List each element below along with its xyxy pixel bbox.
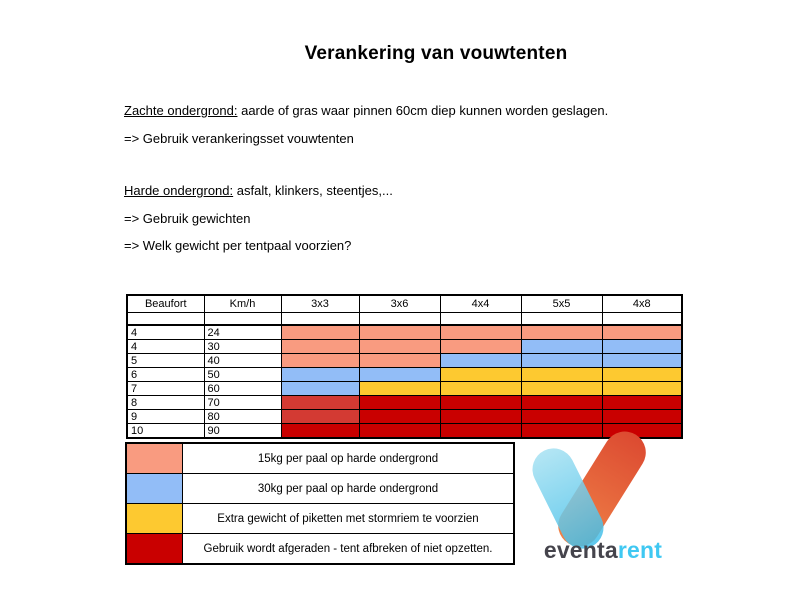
soft-ground-heading: Zachte ondergrond: [124,103,238,118]
wind-table-body [127,325,682,438]
table-color-cell-salmon [281,325,359,340]
table-color-cell-yellow [440,382,521,396]
table-color-cell-red [602,410,682,424]
table-color-cell-salmon [440,340,521,354]
table-cell: 80 [204,410,281,424]
table-color-cell-red [440,410,521,424]
legend-text: Extra gewicht of piketten met stormriem te voorzien [183,504,515,534]
table-cell: 8 [127,396,204,410]
table-cell: 6 [127,368,204,382]
table-color-cell-salmon [281,340,359,354]
legend-row [126,443,514,474]
table-empty-cell [440,313,521,326]
soft-ground-bullet: => Gebruik verankeringsset vouwtenten [124,131,354,146]
table-empty-cell [359,313,440,326]
logo-check-icon [533,437,673,537]
table-row [127,325,682,340]
hard-ground-heading: Harde ondergrond: [124,183,234,198]
table-color-cell-light_red [281,410,359,424]
logo-wordmark [533,537,673,564]
legend-text: 15kg per paal op harde ondergrond [183,443,515,474]
table-color-cell-red [440,424,521,439]
legend-row [126,504,514,534]
soft-ground-line [124,103,608,119]
legend-row [126,534,514,565]
table-cell: 70 [204,396,281,410]
hard-ground-bullet-2: => Welk gewicht per tentpaal voorzien? [124,238,352,253]
table-color-cell-red [521,424,602,439]
table-color-cell-light_red [281,396,359,410]
legend-row [126,474,514,504]
table-row [127,396,682,410]
table-header-cell: 4x4 [440,295,521,313]
table-cell: 90 [204,424,281,439]
table-row [127,424,682,439]
table-row [127,340,682,354]
table-row [127,354,682,368]
table-color-cell-blue [281,382,359,396]
table-row [127,382,682,396]
table-header-cell: 5x5 [521,295,602,313]
page-title: Verankering van vouwtenten [304,43,568,64]
table-cell: 10 [127,424,204,439]
legend-swatch [126,474,183,504]
table-color-cell-red [440,396,521,410]
table-color-cell-yellow [602,368,682,382]
table-row [127,368,682,382]
table-cell: 60 [204,382,281,396]
table-cell: 30 [204,340,281,354]
table-color-cell-blue [602,354,682,368]
legend-text: 30kg per paal op harde ondergrond [183,474,515,504]
table-empty-cell [602,313,682,326]
table-cell: 4 [127,340,204,354]
table-cell: 4 [127,325,204,340]
table-color-cell-salmon [281,354,359,368]
table-empty-cell [281,313,359,326]
table-color-cell-yellow [359,382,440,396]
table-color-cell-yellow [521,382,602,396]
table-header-cell: 3x3 [281,295,359,313]
table-empty-cell [521,313,602,326]
logo [533,437,673,587]
table-header-cell: 3x6 [359,295,440,313]
table-cell: 24 [204,325,281,340]
table-color-cell-blue [359,368,440,382]
table-color-cell-yellow [521,368,602,382]
table-color-cell-salmon [521,325,602,340]
legend-table [125,442,515,565]
logo-wordmark-accent: rent [617,537,663,563]
table-cell: 5 [127,354,204,368]
table-color-cell-red [521,396,602,410]
table-cell: 40 [204,354,281,368]
table-color-cell-red [359,424,440,439]
table-color-cell-blue [521,340,602,354]
table-color-cell-salmon [359,354,440,368]
wind-table-empty-row [127,313,682,326]
wind-table [126,294,683,439]
table-header-cell: 4x8 [602,295,682,313]
table-cell: 50 [204,368,281,382]
table-color-cell-red [602,396,682,410]
legend-swatch [126,504,183,534]
table-color-cell-salmon [359,325,440,340]
table-color-cell-salmon [602,325,682,340]
table-color-cell-yellow [602,382,682,396]
legend-swatch [126,443,183,474]
hard-ground-line [124,183,393,199]
table-empty-cell [127,313,204,326]
table-empty-cell [204,313,281,326]
table-color-cell-blue [521,354,602,368]
table-color-cell-blue [281,368,359,382]
table-color-cell-red [359,396,440,410]
legend-swatch [126,534,183,565]
table-row [127,410,682,424]
table-color-cell-blue [602,340,682,354]
table-color-cell-blue [440,354,521,368]
table-header-cell: Beaufort [127,295,204,313]
logo-wordmark-dark: eventa [543,537,618,563]
hard-ground-text: asfalt, klinkers, steentjes,... [236,183,393,198]
wind-table-header-row [127,295,682,313]
legend-table-body [126,443,514,564]
table-color-cell-red [281,424,359,439]
table-color-cell-yellow [440,368,521,382]
table-color-cell-salmon [359,340,440,354]
table-color-cell-salmon [440,325,521,340]
table-header-cell: Km/h [204,295,281,313]
legend-text: Gebruik wordt afgeraden - tent afbreken of niet opzetten. [183,534,515,565]
table-color-cell-red [359,410,440,424]
table-cell: 7 [127,382,204,396]
table-color-cell-red [521,410,602,424]
table-cell: 9 [127,410,204,424]
hard-ground-bullet-1: => Gebruik gewichten [124,211,251,226]
soft-ground-text: aarde of gras waar pinnen 60cm diep kunnen worden geslagen. [241,103,609,118]
